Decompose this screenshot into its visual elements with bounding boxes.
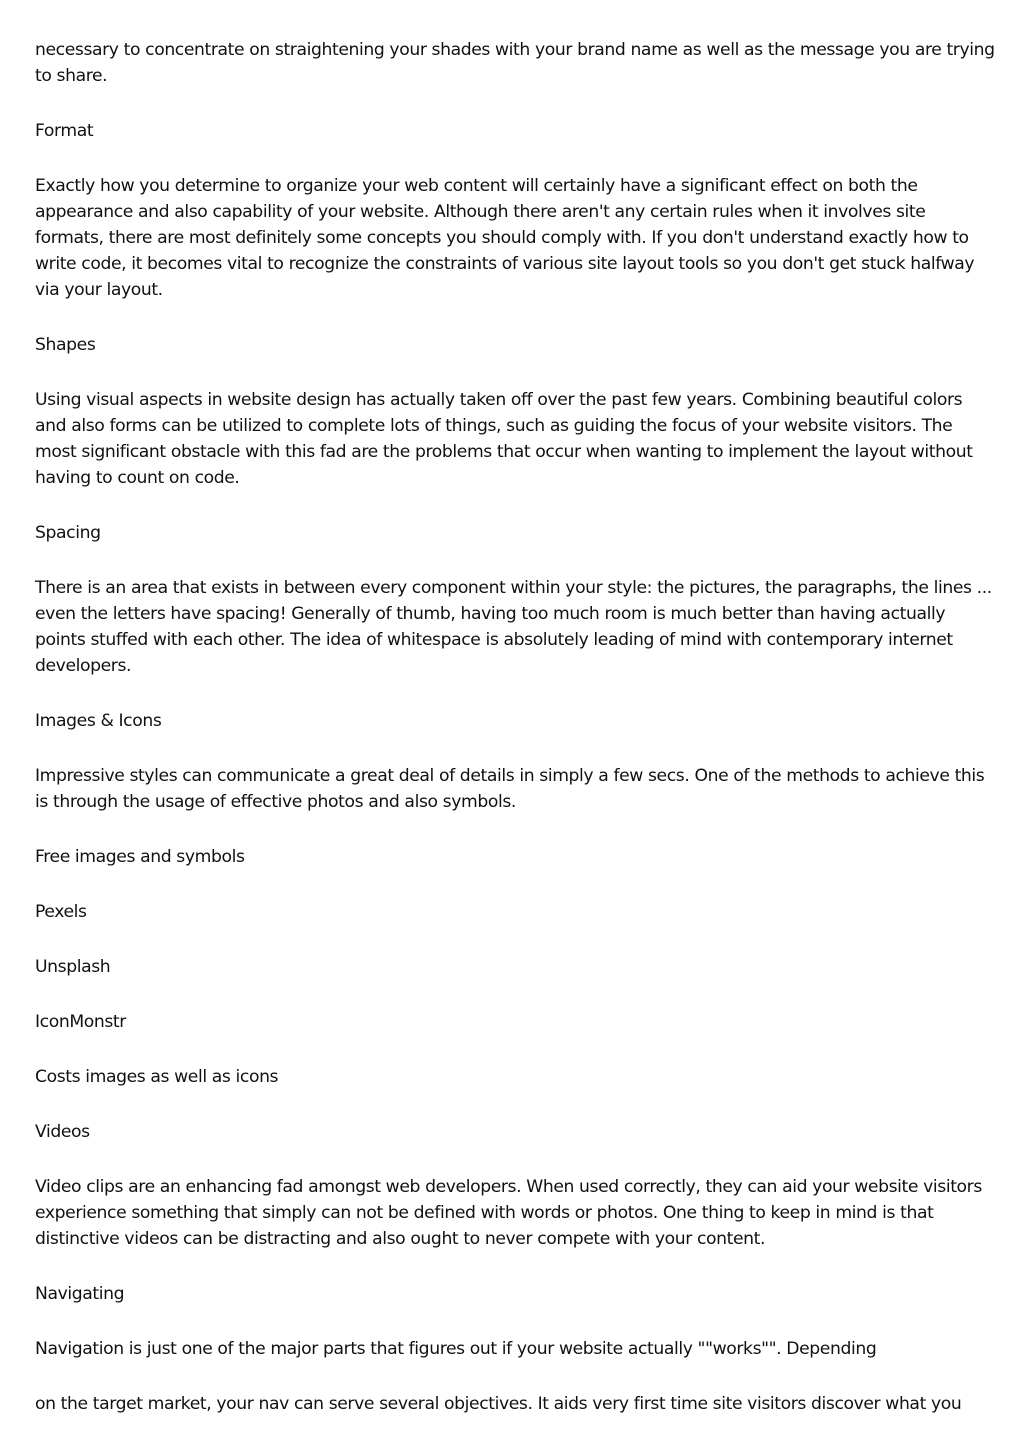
costs-images-icons-item: Costs images as well as icons [35, 1067, 279, 1087]
section-heading-format: Format [35, 121, 94, 141]
section-heading-images-icons: Images & Icons [35, 711, 162, 731]
images-icons-paragraph: Impressive styles can communicate a great deal of details in simply a few secs. One of the methods to achieve this is through the usage of effective photos and also symbols. [35, 766, 985, 812]
section-heading-navigating: Navigating [35, 1284, 125, 1304]
navigating-paragraph-part-1: Navigation is just one of the major parts that figures out if your website actually ""works"". Depending [35, 1339, 877, 1359]
document-page [35, 37, 995, 1446]
navigating-paragraph-part-2: on the target market, your nav can serve several objectives. It aids very first time site visitors discover what you [35, 1394, 962, 1414]
section-heading-videos: Videos [35, 1122, 90, 1142]
format-paragraph: Exactly how you determine to organize your web content will certainly have a significant effect on both the appearance and also capability of your website. Although there aren't any certain rules when it involves site formats, there are most definitely some concepts you should comply with. If you don't understand exactly how to write code, it becomes vital to recognize the constraints of various site layout tools so you don't get stuck halfway via your layout. [35, 176, 975, 300]
iconmonstr-item: IconMonstr [35, 1012, 126, 1032]
section-heading-shapes: Shapes [35, 335, 96, 355]
videos-paragraph: Video clips are an enhancing fad amongst web developers. When used correctly, they can aid your website visitors experience something that simply can not be defined with words or photos. One thing to keep in mind is that distinctive videos can be distracting and also ought to never compete with your content. [35, 1177, 982, 1249]
section-heading-spacing: Spacing [35, 523, 101, 543]
pexels-item: Pexels [35, 902, 87, 922]
free-images-symbols-item: Free images and symbols [35, 847, 245, 867]
intro-paragraph-continued: necessary to concentrate on straightening your shades with your brand name as well as the message you are trying to share. [35, 40, 995, 86]
spacing-paragraph: There is an area that exists in between every component within your style: the pictures, the paragraphs, the lines ... even the letters have spacing! Generally of thumb, having too much room is much better than having actually points stuffed with each other. The idea of whitespace is absolutely leading of mind with contemporary internet developers. [35, 578, 992, 676]
unsplash-item: Unsplash [35, 957, 111, 977]
shapes-paragraph: Using visual aspects in website design has actually taken off over the past few years. Combining beautiful colors and also forms can be utilized to complete lots of things, such as guiding the focus of your website visitors. The most significant obstacle with this fad are the problems that occur when wanting to implement the layout without having to count on code. [35, 390, 973, 488]
